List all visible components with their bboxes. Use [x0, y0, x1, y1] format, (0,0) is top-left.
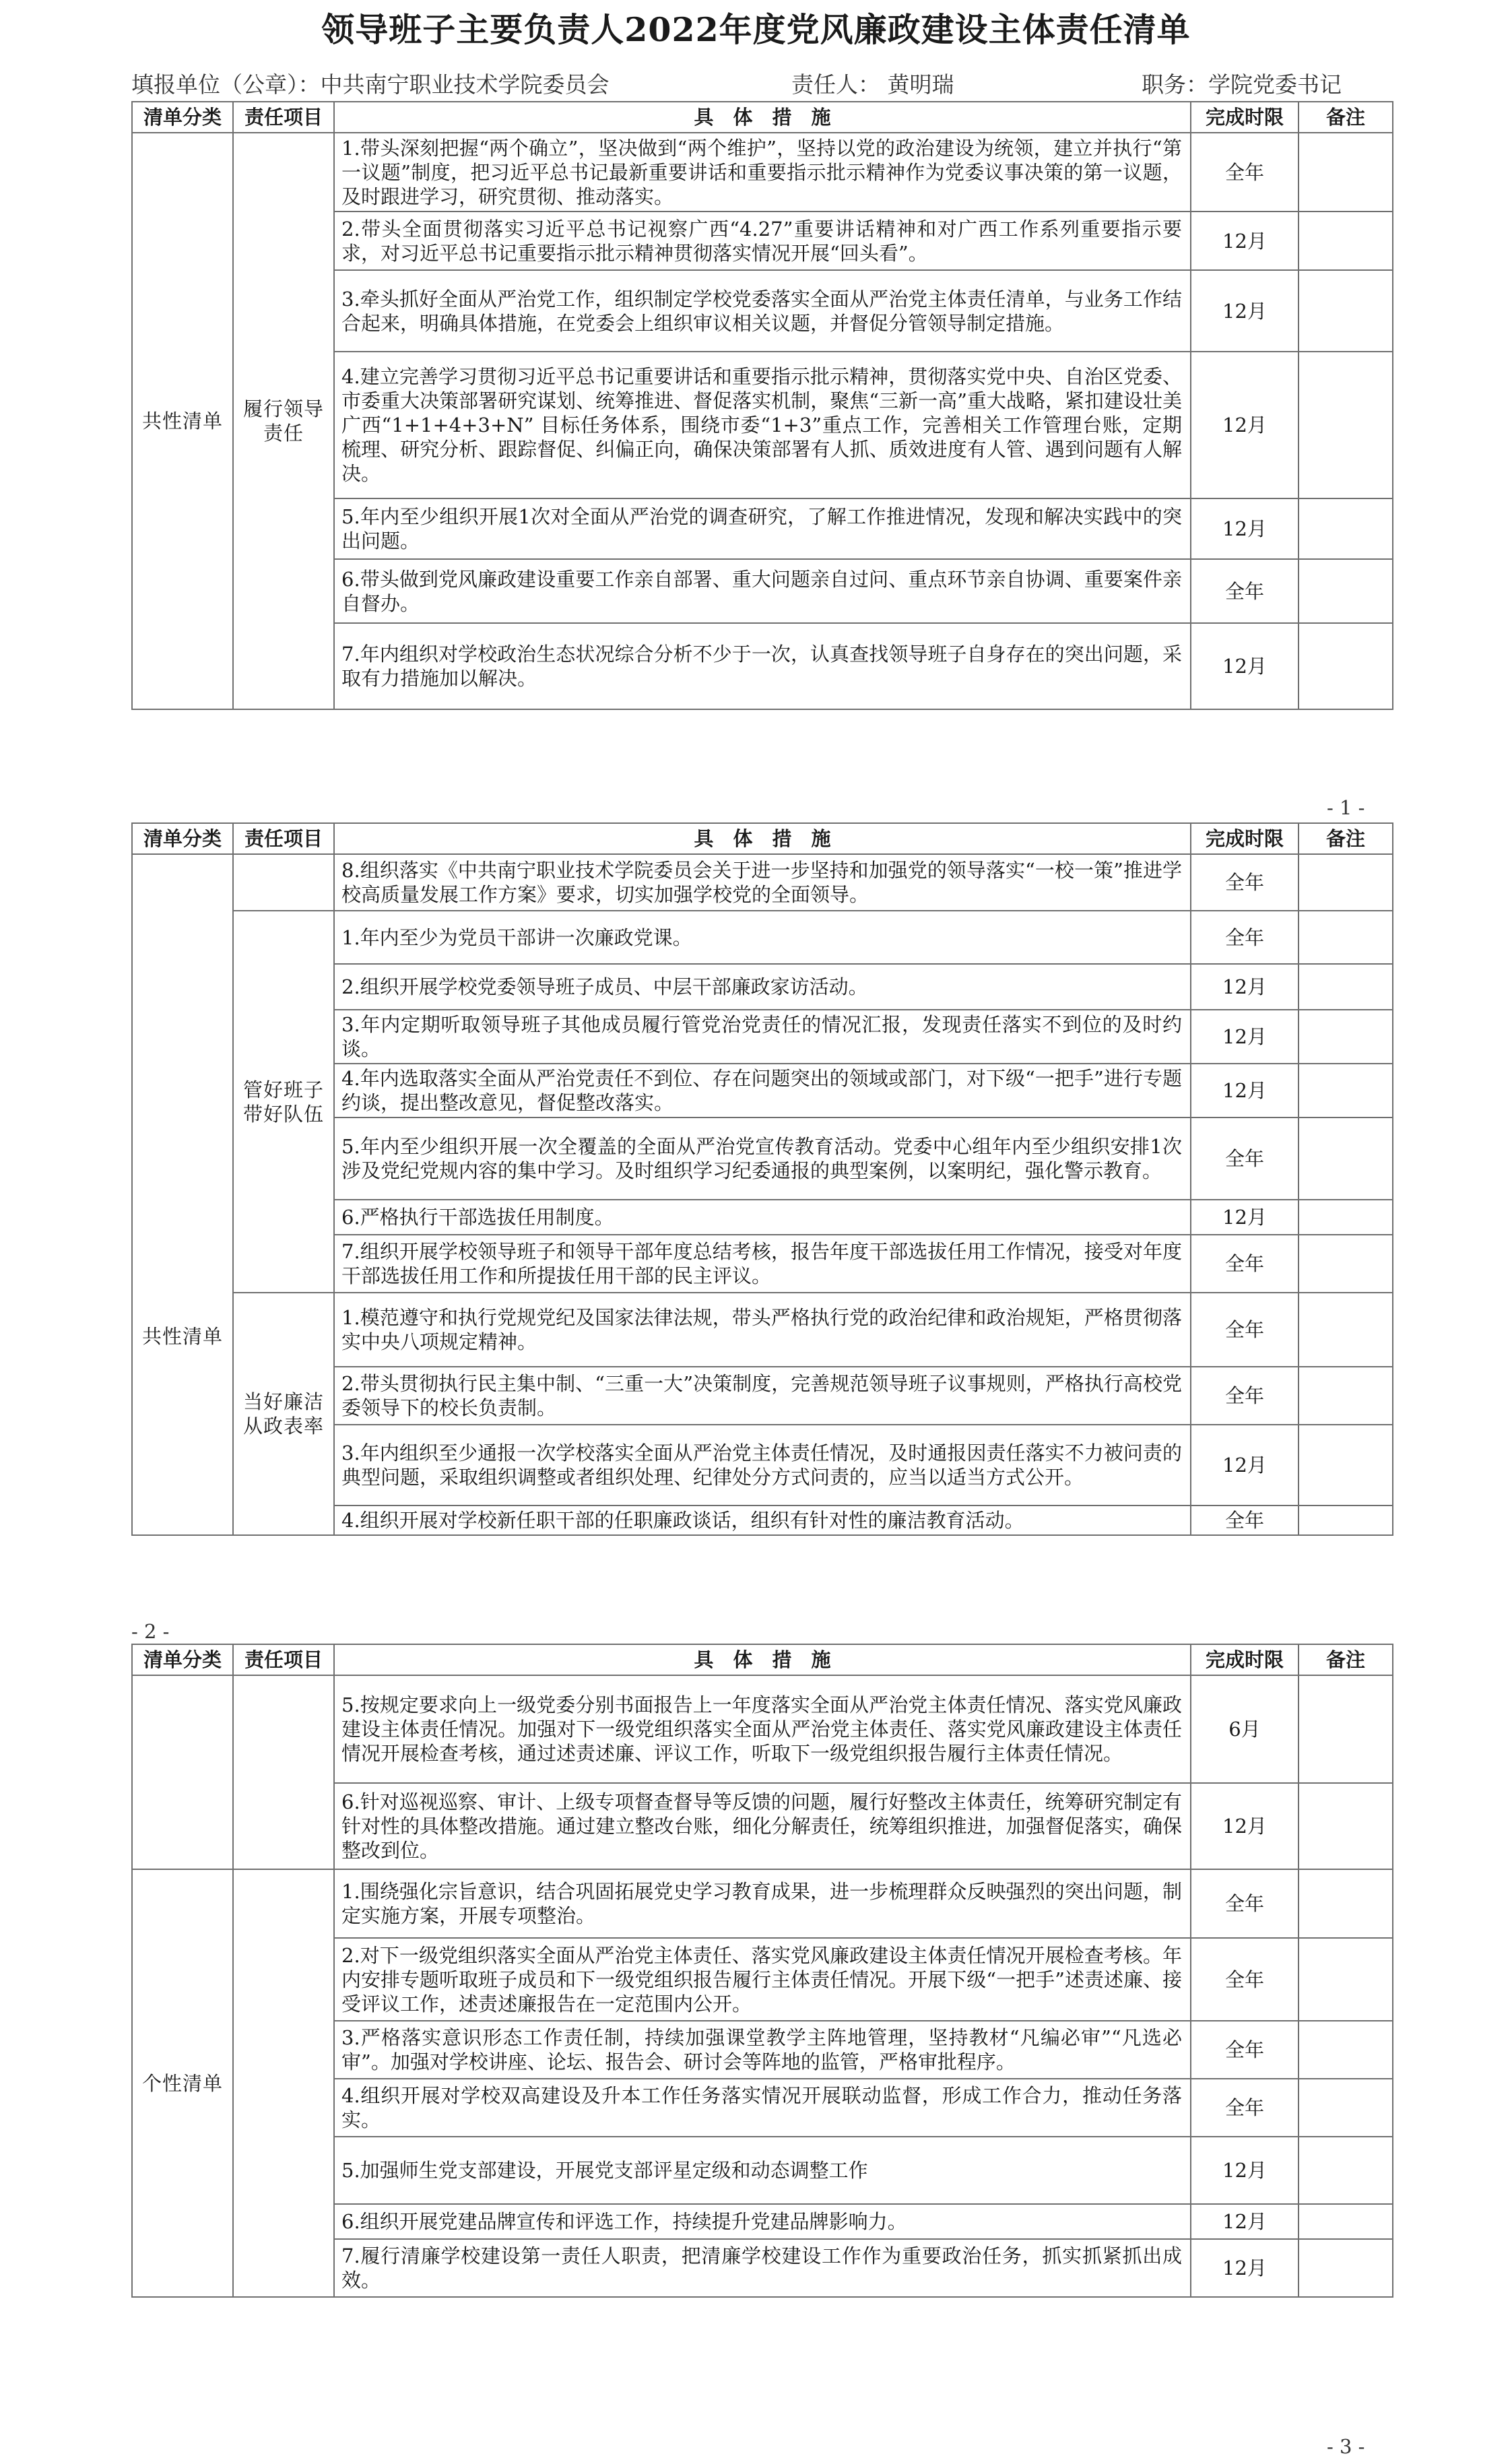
table-row: [132, 911, 1393, 964]
measure-cell: 3.年内组织至少通报一次学校落实全面从严治党主体责任情况，及时通报因责任落实不力被问责的典型问题，采取组织调整或者组织处理、纪律处分方式问责的，应当以适当方式公开。: [334, 1425, 1191, 1506]
table-row: [132, 1869, 1393, 1938]
remark-cell: [1299, 964, 1393, 1010]
deadline-cell: 全年: [1191, 854, 1299, 911]
measure-cell: 1.模范遵守和执行党规党纪及国家法律法规，带头严格执行党的政治纪律和政治规矩，严格贯彻落实中央八项规定精神。: [334, 1293, 1191, 1367]
position-title: 职务：学院党委书记: [1142, 71, 1342, 98]
page-number-2: - 2 -: [131, 1620, 170, 1643]
remark-cell: [1299, 498, 1393, 559]
remark-cell: [1299, 1064, 1393, 1118]
header-remark: 备注: [1299, 1644, 1393, 1675]
table-header-row: [132, 1644, 1393, 1675]
category-cell: 个性清单: [132, 1869, 233, 2297]
deadline-cell: 12月: [1191, 1200, 1299, 1235]
header-deadline: 完成时限: [1191, 1644, 1299, 1675]
measure-cell: 2.带头全面贯彻落实习近平总书记视察广西“4.27”重要讲话精神和对广西工作系列重要指示要求，对习近平总书记重要指示批示精神贯彻落实情况开展“回头看”。: [334, 212, 1191, 270]
measure-cell: 3.牵头抓好全面从严治党工作，组织制定学校党委落实全面从严治党主体责任清单，与业务工作结合起来，明确具体措施，在党委会上组织审议相关议题，并督促分管领导制定措施。: [334, 270, 1191, 352]
header-category: 清单分类: [132, 1644, 233, 1675]
deadline-cell: 12月: [1191, 2204, 1299, 2239]
responsibility-table-1: [131, 101, 1393, 710]
measure-cell: 1.带头深刻把握“两个确立”，坚决做到“两个维护”，坚持以党的政治建设为统领，建立并执行“第一议题”制度，把习近平总书记最新重要讲话和重要指示批示精神作为党委议事决策的第一议题，及时跟进学习，研究贯彻、推动落实。: [334, 133, 1191, 212]
deadline-cell: 全年: [1191, 1235, 1299, 1293]
remark-cell: [1299, 1293, 1393, 1367]
remark-cell: [1299, 2137, 1393, 2204]
deadline-cell: 12月: [1191, 1783, 1299, 1869]
deadline-cell: 12月: [1191, 498, 1299, 559]
remark-cell: [1299, 1235, 1393, 1293]
header-measure: 具 体 措 施: [334, 102, 1191, 133]
remark-cell: [1299, 1869, 1393, 1938]
header-deadline: 完成时限: [1191, 823, 1299, 854]
item-cell-empty: [233, 1675, 334, 1869]
deadline-cell: 12月: [1191, 270, 1299, 352]
remark-cell: [1299, 1675, 1393, 1783]
header-item: 责任项目: [233, 823, 334, 854]
table-header-row: [132, 823, 1393, 854]
remark-cell: [1299, 1118, 1393, 1200]
deadline-cell: 6月: [1191, 1675, 1299, 1783]
deadline-cell: 全年: [1191, 133, 1299, 212]
deadline-cell: 12月: [1191, 1010, 1299, 1064]
table-row: [132, 1675, 1393, 1783]
deadline-cell: 12月: [1191, 623, 1299, 709]
remark-cell: [1299, 1425, 1393, 1506]
item-cell: 当好廉洁从政表率: [233, 1293, 334, 1535]
header-remark: 备注: [1299, 823, 1393, 854]
deadline-cell: 全年: [1191, 559, 1299, 623]
header-item: 责任项目: [233, 1644, 334, 1675]
page-number-3: - 3 -: [1327, 2435, 1365, 2458]
deadline-cell: 全年: [1191, 1869, 1299, 1938]
header-deadline: 完成时限: [1191, 102, 1299, 133]
deadline-cell: 全年: [1191, 1293, 1299, 1367]
deadline-cell: 全年: [1191, 1506, 1299, 1535]
header-remark: 备注: [1299, 102, 1393, 133]
measure-cell: 1.年内至少为党员干部讲一次廉政党课。: [334, 911, 1191, 964]
category-cell: 共性清单: [132, 133, 233, 709]
responsibility-table-3: [131, 1644, 1393, 2298]
measure-cell: 7.履行清廉学校建设第一责任人职责，把清廉学校建设工作作为重要政治任务，抓实抓紧抓出成效。: [334, 2239, 1191, 2297]
fill-unit: 填报单位（公章）：中共南宁职业技术学院委员会: [131, 71, 610, 98]
measure-cell: 3.年内定期听取领导班子其他成员履行管党治党责任的情况汇报，发现责任落实不到位的及时约谈。: [334, 1010, 1191, 1064]
deadline-cell: 全年: [1191, 1938, 1299, 2021]
header-measure: 具 体 措 施: [334, 823, 1191, 854]
remark-cell: [1299, 133, 1393, 212]
document-title: 领导班子主要负责人2022年度党风廉政建设主体责任清单: [321, 10, 1191, 49]
measure-cell: 4.年内选取落实全面从严治党责任不到位、存在问题突出的领域或部门，对下级“一把手”进行专题约谈，提出整改意见，督促整改落实。: [334, 1064, 1191, 1118]
measure-cell: 6.针对巡视巡察、审计、上级专项督查督导等反馈的问题，履行好整改主体责任，统筹研究制定有针对性的具体整改措施。通过建立整改台账，细化分解责任，统筹组织推进，加强督促落实，确保整改到位。: [334, 1783, 1191, 1869]
measure-cell: 6.组织开展党建品牌宣传和评选工作，持续提升党建品牌影响力。: [334, 2204, 1191, 2239]
table-header-row: [132, 102, 1393, 133]
header-measure: 具 体 措 施: [334, 1644, 1191, 1675]
remark-cell: [1299, 2021, 1393, 2079]
remark-cell: [1299, 854, 1393, 911]
deadline-cell: 12月: [1191, 964, 1299, 1010]
measure-cell: 2.组织开展学校党委领导班子成员、中层干部廉政家访活动。: [334, 964, 1191, 1010]
remark-cell: [1299, 1200, 1393, 1235]
measure-cell: 6.严格执行干部选拔任用制度。: [334, 1200, 1191, 1235]
item-cell-empty: [233, 1869, 334, 2297]
remark-cell: [1299, 212, 1393, 270]
header-category: 清单分类: [132, 102, 233, 133]
remark-cell: [1299, 270, 1393, 352]
header-item: 责任项目: [233, 102, 334, 133]
deadline-cell: 12月: [1191, 2137, 1299, 2204]
item-cell: 履行领导责任: [233, 133, 334, 709]
measure-cell: 4.组织开展对学校双高建设及升本工作任务落实情况开展联动监督，形成工作合力，推动任务落实。: [334, 2079, 1191, 2137]
deadline-cell: 12月: [1191, 352, 1299, 498]
deadline-cell: 12月: [1191, 212, 1299, 270]
measure-cell: 7.组织开展学校领导班子和领导干部年度总结考核，报告年度干部选拔任用工作情况，接受对年度干部选拔任用工作和所提拔任用干部的民主评议。: [334, 1235, 1191, 1293]
measure-cell: 4.建立完善学习贯彻习近平总书记重要讲话和重要指示批示精神，贯彻落实党中央、自治区党委、市委重大决策部署研究谋划、统筹推进、督促落实机制，聚焦“三新一高”重大战略，紧扣建设壮美广西“1+1+4+3+N” 目标任务体系，围绕市委“1+3”重点工作，完善相关工作管理台账，定期梳理、研究分析、跟踪督促、纠偏正向，确保决策部署有人抓、质效进度有人管、遇到问题有人解决。: [334, 352, 1191, 498]
deadline-cell: 12月: [1191, 2239, 1299, 2297]
remark-cell: [1299, 352, 1393, 498]
deadline-cell: 12月: [1191, 1064, 1299, 1118]
remark-cell: [1299, 1938, 1393, 2021]
deadline-cell: 全年: [1191, 1118, 1299, 1200]
table-row: [132, 1293, 1393, 1367]
measure-cell: 2.对下一级党组织落实全面从严治党主体责任、落实党风廉政建设主体责任情况开展检查考核。年内安排专题听取班子成员和下一级党组织报告履行主体责任情况。开展下级“一把手”述责述廉、接受评议工作，述责述廉报告在一定范围内公开。: [334, 1938, 1191, 2021]
table-row: [132, 133, 1393, 212]
remark-cell: [1299, 623, 1393, 709]
deadline-cell: 全年: [1191, 911, 1299, 964]
table-row: [132, 854, 1393, 911]
remark-cell: [1299, 1506, 1393, 1535]
deadline-cell: 全年: [1191, 2021, 1299, 2079]
category-cell-empty: [132, 1675, 233, 1869]
remark-cell: [1299, 2079, 1393, 2137]
measure-cell: 6.带头做到党风廉政建设重要工作亲自部署、重大问题亲自过问、重点环节亲自协调、重要案件亲自督办。: [334, 559, 1191, 623]
measure-cell: 5.年内至少组织开展一次全覆盖的全面从严治党宣传教育活动。党委中心组年内至少组织安排1次涉及党纪党规内容的集中学习。及时组织学习纪委通报的典型案例，以案明纪，强化警示教育。: [334, 1118, 1191, 1200]
remark-cell: [1299, 559, 1393, 623]
measure-cell: 7.年内组织对学校政治生态状况综合分析不少于一次，认真查找领导班子自身存在的突出问题，采取有力措施加以解决。: [334, 623, 1191, 709]
item-cell: 管好班子带好队伍: [233, 911, 334, 1293]
measure-cell: 5.加强师生党支部建设，开展党支部评星定级和动态调整工作: [334, 2137, 1191, 2204]
item-cell-empty: [233, 854, 334, 911]
header-category: 清单分类: [132, 823, 233, 854]
remark-cell: [1299, 1010, 1393, 1064]
category-cell: 共性清单: [132, 854, 233, 1535]
remark-cell: [1299, 1367, 1393, 1425]
remark-cell: [1299, 2239, 1393, 2297]
deadline-cell: 全年: [1191, 1367, 1299, 1425]
measure-cell: 1.围绕强化宗旨意识，结合巩固拓展党史学习教育成果，进一步梳理群众反映强烈的突出问题，制定实施方案，开展专项整治。: [334, 1869, 1191, 1938]
deadline-cell: 全年: [1191, 2079, 1299, 2137]
measure-cell: 8.组织落实《中共南宁职业技术学院委员会关于进一步坚持和加强党的领导落实“一校一策”推进学校高质量发展工作方案》要求，切实加强学校党的全面领导。: [334, 854, 1191, 911]
info-line: [131, 67, 1391, 97]
remark-cell: [1299, 911, 1393, 964]
remark-cell: [1299, 1783, 1393, 1869]
measure-cell: 4.组织开展对学校新任职干部的任职廉政谈话，组织有针对性的廉洁教育活动。: [334, 1506, 1191, 1535]
responsible-person: 责任人： 黄明瑞: [791, 71, 954, 98]
measure-cell: 5.按规定要求向上一级党委分别书面报告上一年度落实全面从严治党主体责任情况、落实党风廉政建设主体责任情况。加强对下一级党组织落实全面从严治党主体责任、落实党风廉政建设主体责任情况开展检查考核，通过述责述廉、评议工作，听取下一级党组织报告履行主体责任情况。: [334, 1675, 1191, 1783]
page-number-1: - 1 -: [1327, 796, 1365, 819]
deadline-cell: 12月: [1191, 1425, 1299, 1506]
measure-cell: 2.带头贯彻执行民主集中制、“三重一大”决策制度，完善规范领导班子议事规则，严格执行高校党委领导下的校长负责制。: [334, 1367, 1191, 1425]
responsibility-table-2: [131, 822, 1393, 1536]
measure-cell: 5.年内至少组织开展1次对全面从严治党的调查研究，了解工作推进情况，发现和解决实践中的突出问题。: [334, 498, 1191, 559]
remark-cell: [1299, 2204, 1393, 2239]
measure-cell: 3.严格落实意识形态工作责任制，持续加强课堂教学主阵地管理，坚持教材“凡编必审”“凡选必审”。加强对学校讲座、论坛、报告会、研讨会等阵地的监管，严格审批程序。: [334, 2021, 1191, 2079]
